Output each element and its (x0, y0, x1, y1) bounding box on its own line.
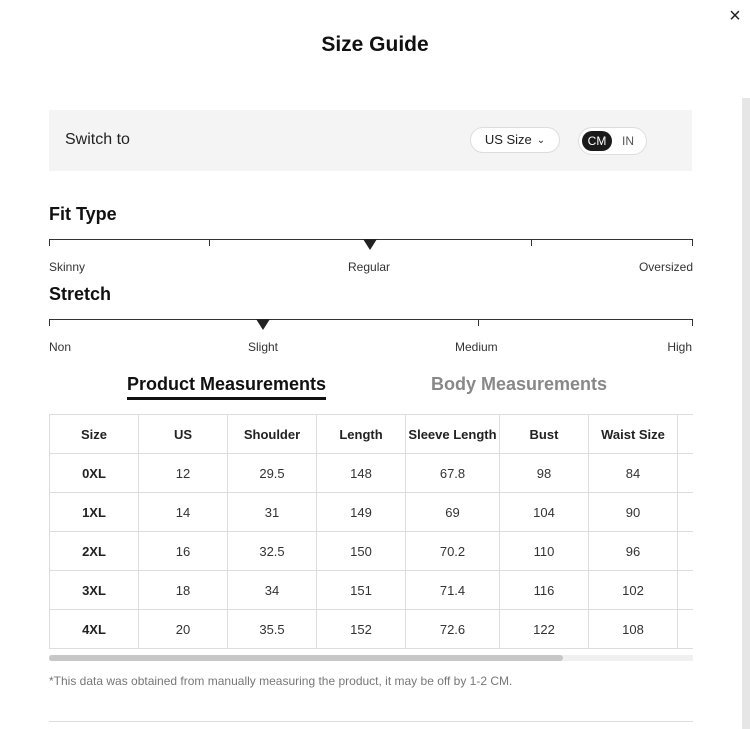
table-cell: 20 (139, 610, 228, 649)
column-header (678, 415, 694, 454)
table-cell: 102 (589, 571, 678, 610)
table-cell (678, 493, 694, 532)
divider (49, 721, 693, 722)
fit-label-regular: Regular (348, 260, 391, 274)
table-header-row (50, 415, 694, 454)
table-cell: 152 (317, 610, 406, 649)
column-header: US (139, 415, 228, 454)
table-cell (678, 454, 694, 493)
stretch-label-slight: Slight (248, 340, 279, 354)
fit-label-skinny: Skinny (49, 260, 86, 274)
vertical-scrollbar[interactable] (742, 98, 750, 729)
measurements-table-container[interactable] (49, 414, 693, 654)
scale-tick (209, 239, 210, 246)
table-cell (678, 610, 694, 649)
table-row (50, 532, 694, 571)
stretch-label-high: High (667, 340, 692, 354)
table-cell: 18 (139, 571, 228, 610)
column-header: Sleeve Length (406, 415, 500, 454)
table-row (50, 571, 694, 610)
horizontal-scrollbar[interactable] (49, 655, 693, 661)
tab-product-measurements[interactable]: Product Measurements (127, 374, 326, 400)
table-cell: 67.8 (406, 454, 500, 493)
size-system-value: US Size (484, 132, 532, 147)
table-cell: 16 (139, 532, 228, 571)
column-header: Shoulder (228, 415, 317, 454)
column-header: Bust (500, 415, 589, 454)
scrollbar-thumb[interactable] (49, 655, 563, 661)
measurement-footnote: *This data was obtained from manually measuring the product, it may be off by 1-2 CM. (49, 674, 513, 688)
table-cell: 69 (406, 493, 500, 532)
table-cell: 70.2 (406, 532, 500, 571)
table-cell: 151 (317, 571, 406, 610)
scale-tick (49, 239, 50, 246)
scale-tick (692, 319, 693, 326)
table-cell: 84 (589, 454, 678, 493)
table-cell: 108 (589, 610, 678, 649)
stretch-label-non: Non (49, 340, 72, 354)
table-cell: 1XL (50, 493, 139, 532)
table-cell (678, 532, 694, 571)
stretch-marker-icon (256, 319, 270, 330)
table-cell: 4XL (50, 610, 139, 649)
scale-line (49, 319, 693, 320)
fit-type-scale (49, 239, 693, 251)
unit-cm-button[interactable]: CM (582, 131, 612, 151)
table-cell: 122 (500, 610, 589, 649)
page-title: Size Guide (321, 33, 429, 56)
table-cell: 104 (500, 493, 589, 532)
chevron-down-icon: ⌄ (536, 135, 546, 146)
fit-type-marker-icon (363, 239, 377, 250)
scale-tick (478, 319, 479, 326)
table-cell: 31 (228, 493, 317, 532)
table-cell: 0XL (50, 454, 139, 493)
tab-body-measurements[interactable]: Body Measurements (431, 374, 608, 394)
stretch-label-medium: Medium (455, 340, 498, 354)
table-cell: 35.5 (228, 610, 317, 649)
table-cell: 12 (139, 454, 228, 493)
table-cell: 72.6 (406, 610, 500, 649)
table-cell: 149 (317, 493, 406, 532)
table-cell: 3XL (50, 571, 139, 610)
table-cell: 32.5 (228, 532, 317, 571)
scale-tick (49, 319, 50, 326)
table-row (50, 610, 694, 649)
unit-in-button[interactable]: IN (622, 134, 634, 148)
unit-toggle (578, 127, 647, 155)
unit-switch-bar (49, 110, 692, 171)
column-header: Size (50, 415, 139, 454)
size-system-dropdown[interactable] (470, 127, 560, 153)
table-cell: 116 (500, 571, 589, 610)
table-cell: 29.5 (228, 454, 317, 493)
stretch-scale (49, 319, 693, 331)
column-header: Waist Size (589, 415, 678, 454)
table-cell: 148 (317, 454, 406, 493)
fit-type-heading: Fit Type (49, 204, 117, 224)
fit-label-oversized: Oversized (638, 260, 693, 274)
table-cell: 71.4 (406, 571, 500, 610)
table-cell: 96 (589, 532, 678, 571)
table-row (50, 454, 694, 493)
stretch-heading: Stretch (49, 284, 112, 304)
table-cell: 98 (500, 454, 589, 493)
measurements-table (49, 414, 693, 649)
table-cell: 2XL (50, 532, 139, 571)
table-row (50, 493, 694, 532)
scale-tick (692, 239, 693, 246)
scale-tick (531, 239, 532, 246)
close-icon[interactable]: × (729, 5, 741, 27)
table-cell: 14 (139, 493, 228, 532)
table-cell: 150 (317, 532, 406, 571)
table-cell: 90 (589, 493, 678, 532)
switch-label: Switch to (65, 131, 130, 148)
table-cell: 110 (500, 532, 589, 571)
table-cell (678, 571, 694, 610)
column-header: Length (317, 415, 406, 454)
table-cell: 34 (228, 571, 317, 610)
